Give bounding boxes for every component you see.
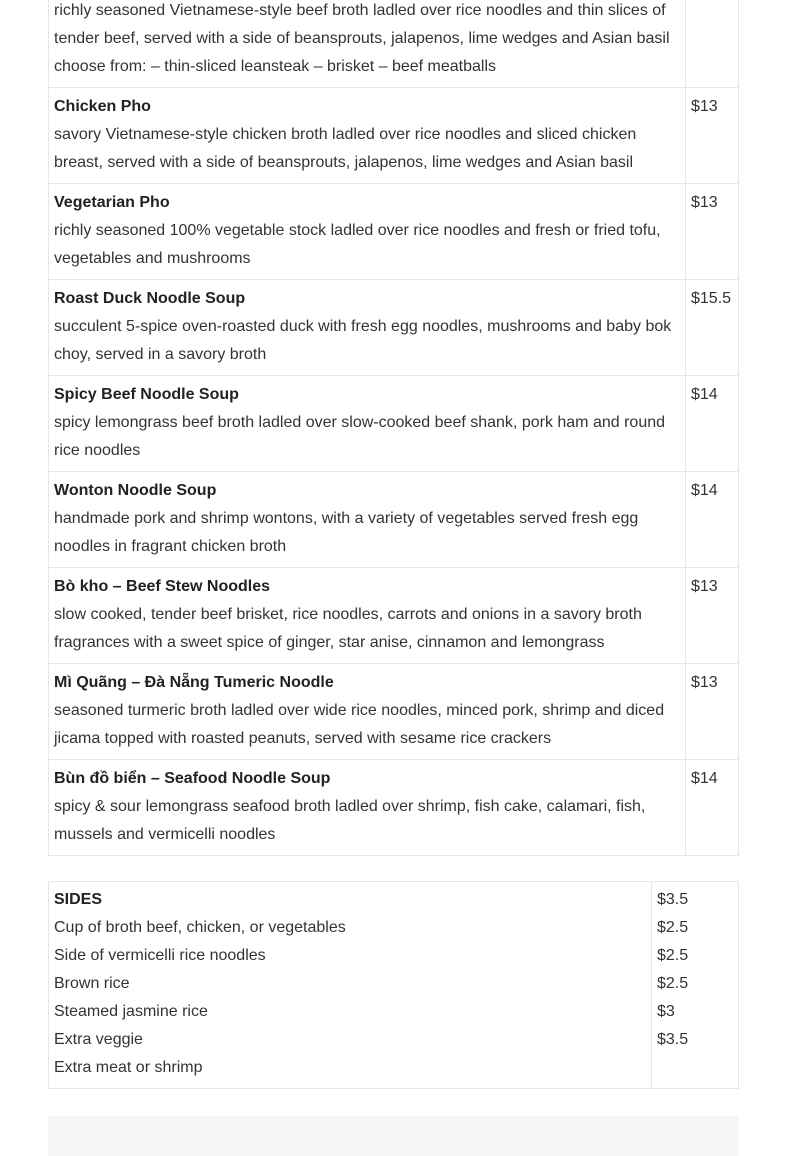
side-price: $3 bbox=[657, 1003, 675, 1020]
menu-item-price: $13 bbox=[686, 184, 739, 280]
menu-item-cell bbox=[49, 568, 686, 664]
side-price: $2.5 bbox=[657, 947, 689, 964]
menu-item-description: richly seasoned 100% vegetable stock ladled over rice noodles and fresh or fried tofu, vegetables and mushrooms bbox=[54, 222, 661, 267]
menu-item-cell bbox=[49, 376, 686, 472]
menu-item-description: succulent 5-spice oven-roasted duck with fresh egg noodles, mushrooms and baby bok choy, served in a savory broth bbox=[54, 318, 672, 363]
menu-row bbox=[49, 88, 739, 184]
noodle-soup-menu-table bbox=[48, 0, 739, 856]
side-price: $2.5 bbox=[657, 919, 689, 936]
menu-item-description: handmade pork and shrimp wontons, with a variety of vegetables served fresh egg noodles in fragrant chicken broth bbox=[54, 510, 639, 555]
menu-row bbox=[49, 472, 739, 568]
menu-item-price: $13 bbox=[686, 88, 739, 184]
menu-item-cell bbox=[49, 280, 686, 376]
menu-row bbox=[49, 760, 739, 856]
menu-item-description: seasoned turmeric broth ladled over wide rice noodles, minced pork, shrimp and diced jicama topped with roasted peanuts, served with sesame rice crackers bbox=[54, 702, 665, 747]
menu-item-options: choose from: – thin-sliced leansteak – brisket – beef meatballs bbox=[54, 58, 497, 75]
menu-row bbox=[49, 280, 739, 376]
sides-table bbox=[48, 881, 739, 1089]
menu-item-name: Vegetarian Pho bbox=[54, 194, 170, 211]
side-item: Brown rice bbox=[54, 975, 130, 992]
menu-row bbox=[49, 0, 739, 88]
side-price: $3.5 bbox=[657, 891, 689, 908]
menu-item-cell bbox=[49, 664, 686, 760]
side-price: $3.5 bbox=[657, 1031, 689, 1048]
menu-item-cell bbox=[49, 88, 686, 184]
menu-item-cell bbox=[49, 0, 686, 88]
sides-title: SIDES bbox=[54, 891, 103, 908]
side-item: Side of vermicelli rice noodles bbox=[54, 947, 266, 964]
menu-item-name: Bò kho – Beef Stew Noodles bbox=[54, 578, 271, 595]
menu-row bbox=[49, 184, 739, 280]
menu-item-description: slow cooked, tender beef brisket, rice noodles, carrots and onions in a savory broth fragrances with a sweet spice of ginger, star anise, cinnamon and lemongrass bbox=[54, 606, 642, 651]
menu-item-cell bbox=[49, 472, 686, 568]
side-price: $2.5 bbox=[657, 975, 689, 992]
side-item: Extra meat or shrimp bbox=[54, 1059, 203, 1076]
menu-item-price: $13 bbox=[686, 568, 739, 664]
menu-item-cell bbox=[49, 760, 686, 856]
menu-item-description: spicy lemongrass beef broth ladled over slow-cooked beef shank, pork ham and round rice noodles bbox=[54, 414, 666, 459]
menu-item-name: Wonton Noodle Soup bbox=[54, 482, 217, 499]
sides-row bbox=[49, 882, 739, 1089]
sides-prices-cell bbox=[652, 882, 739, 1089]
menu-item-price bbox=[686, 0, 739, 88]
menu-item-description: spicy & sour lemongrass seafood broth ladled over shrimp, fish cake, calamari, fish, mussels and vermicelli noodles bbox=[54, 798, 646, 843]
sides-items-cell bbox=[49, 882, 652, 1089]
menu-item-description: richly seasoned Vietnamese-style beef broth ladled over rice noodles and thin slices of tender beef, served with a side of beansprouts, jalapenos, lime wedges and Asian basil bbox=[54, 2, 670, 47]
menu-content bbox=[48, 0, 738, 1089]
menu-item-price: $14 bbox=[686, 472, 739, 568]
menu-item-price: $14 bbox=[686, 376, 739, 472]
menu-item-name: Mì Quãng – Đà Nẵng Tumeric Noodle bbox=[54, 674, 334, 691]
side-item: Cup of broth beef, chicken, or vegetables bbox=[54, 919, 346, 936]
menu-item-name: Spicy Beef Noodle Soup bbox=[54, 386, 239, 403]
menu-item-description: savory Vietnamese-style chicken broth ladled over rice noodles and sliced chicken breast, served with a side of beansprouts, jalapenos, lime wedges and Asian basil bbox=[54, 126, 637, 171]
menu-item-cell bbox=[49, 184, 686, 280]
menu-item-price: $13 bbox=[686, 664, 739, 760]
menu-row bbox=[49, 664, 739, 760]
menu-row bbox=[49, 568, 739, 664]
menu-row bbox=[49, 376, 739, 472]
footer-section bbox=[48, 1116, 738, 1156]
side-item: Steamed jasmine rice bbox=[54, 1003, 208, 1020]
menu-item-name: Chicken Pho bbox=[54, 98, 151, 115]
menu-item-price: $15.5 bbox=[686, 280, 739, 376]
menu-item-name: Bùn đồ biển – Seafood Noodle Soup bbox=[54, 770, 331, 787]
menu-item-name: Roast Duck Noodle Soup bbox=[54, 290, 246, 307]
side-item: Extra veggie bbox=[54, 1031, 143, 1048]
menu-item-price: $14 bbox=[686, 760, 739, 856]
